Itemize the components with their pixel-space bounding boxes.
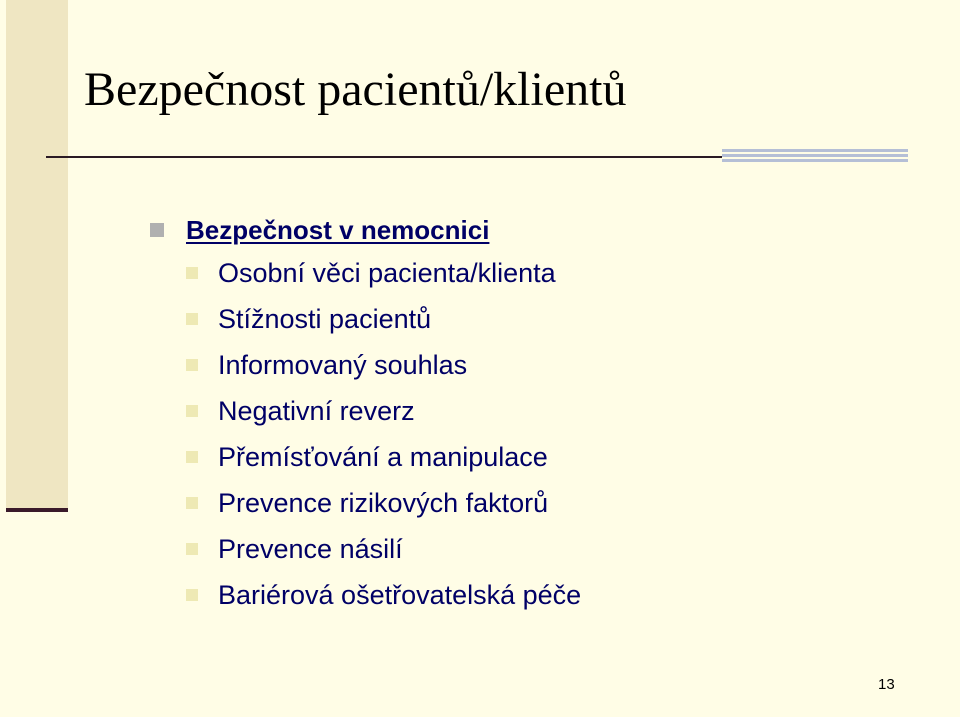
list-item [150, 434, 581, 480]
list-item [150, 526, 581, 572]
list-item [150, 250, 581, 296]
square-bullet-icon [186, 359, 198, 371]
square-bullet-icon [186, 451, 198, 463]
square-bullet-icon [186, 313, 198, 325]
square-bullet-icon [186, 267, 198, 279]
square-bullet-icon [150, 223, 164, 237]
section-heading: Bezpečnost v nemocnici [186, 214, 490, 245]
list-item-text: Přemísťování a manipulace [218, 441, 548, 472]
square-bullet-icon [186, 497, 198, 509]
title-rule [46, 156, 722, 158]
list-item-text: Informovaný souhlas [218, 349, 468, 380]
slide-title: Bezpečnost pacientů/klientů [84, 63, 627, 116]
list-item [150, 480, 581, 526]
list-item [150, 388, 581, 434]
page-number: 13 [878, 676, 895, 693]
list-item [150, 296, 581, 342]
square-bullet-icon [186, 589, 198, 601]
section-heading-row [150, 210, 581, 250]
square-bullet-icon [186, 405, 198, 417]
list-item-text: Bariérová ošetřovatelská péče [218, 579, 582, 610]
list-item-text: Prevence rizikových faktorů [218, 487, 549, 518]
side-band-divider [6, 508, 68, 512]
list-item-text: Prevence násilí [218, 533, 403, 564]
list-item-text: Osobní věci pacienta/klienta [218, 257, 556, 288]
title-rule-accent [722, 149, 908, 165]
list-item-text: Negativní reverz [218, 395, 415, 426]
square-bullet-icon [186, 543, 198, 555]
list-item [150, 342, 581, 388]
bullet-list [150, 210, 581, 618]
side-band [6, 0, 68, 512]
list-item [150, 572, 581, 618]
list-item-text: Stížnosti pacientů [218, 303, 432, 334]
